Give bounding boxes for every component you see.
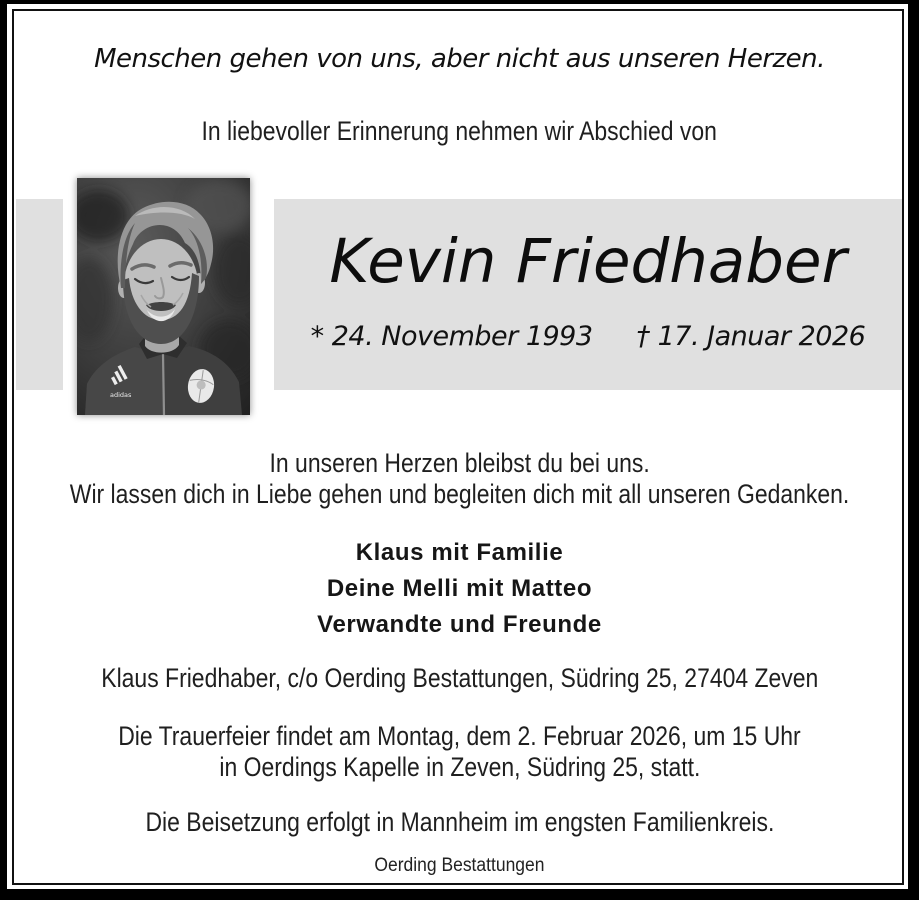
condolence-line-2 — [0, 479, 919, 510]
birth-date: * 24. November 1993 — [310, 321, 593, 352]
quote-line: Menschen gehen von uns, aber nicht aus unseren Herzen. — [94, 44, 825, 74]
condolence-line-1 — [0, 448, 919, 479]
adidas-text: adidas — [110, 391, 132, 399]
contact-address-text: Klaus Friedhaber, c/o Oerding Bestattungen, Südring 25, 27404 Zeven — [100, 663, 819, 693]
intro-line — [0, 116, 919, 147]
publisher-text: Oerding Bestattungen — [374, 855, 545, 876]
condolence-text-1: In unseren Herzen bleibst du bei uns. — [269, 448, 650, 478]
contact-address — [0, 663, 919, 694]
burial-text: Die Beisetzung erfolgt in Mannheim im engsten Familienkreis. — [145, 807, 774, 837]
portrait-illustration — [77, 178, 250, 415]
mourner-line-2: Deine Melli mit Matteo — [326, 575, 593, 602]
memorial-band-left — [16, 199, 63, 390]
life-dates — [274, 321, 902, 352]
funeral-line-2 — [0, 752, 919, 783]
funeral-line-1 — [0, 721, 919, 752]
condolence-text-2: Wir lassen dich in Liebe gehen und begleiten dich mit all unseren Gedanken. — [69, 479, 850, 509]
deceased-name: Kevin Friedhaber — [329, 226, 847, 297]
intro-text: In liebevoller Erinnerung nehmen wir Abschied von — [201, 116, 718, 146]
funeral-text-2: in Oerdings Kapelle in Zeven, Südring 25, statt. — [219, 752, 700, 782]
zipper — [163, 354, 164, 415]
portrait-photo — [77, 178, 250, 415]
mourner-line-3: Verwandte und Freunde — [317, 611, 602, 638]
death-date: † 17. Januar 2026 — [636, 321, 866, 352]
burial-line — [0, 807, 919, 838]
mourner-line-1: Klaus mit Familie — [355, 539, 564, 566]
funeral-text-1: Die Trauerfeier findet am Montag, dem 2. Februar 2026, um 15 Uhr — [118, 721, 801, 751]
publisher-name — [0, 855, 919, 877]
